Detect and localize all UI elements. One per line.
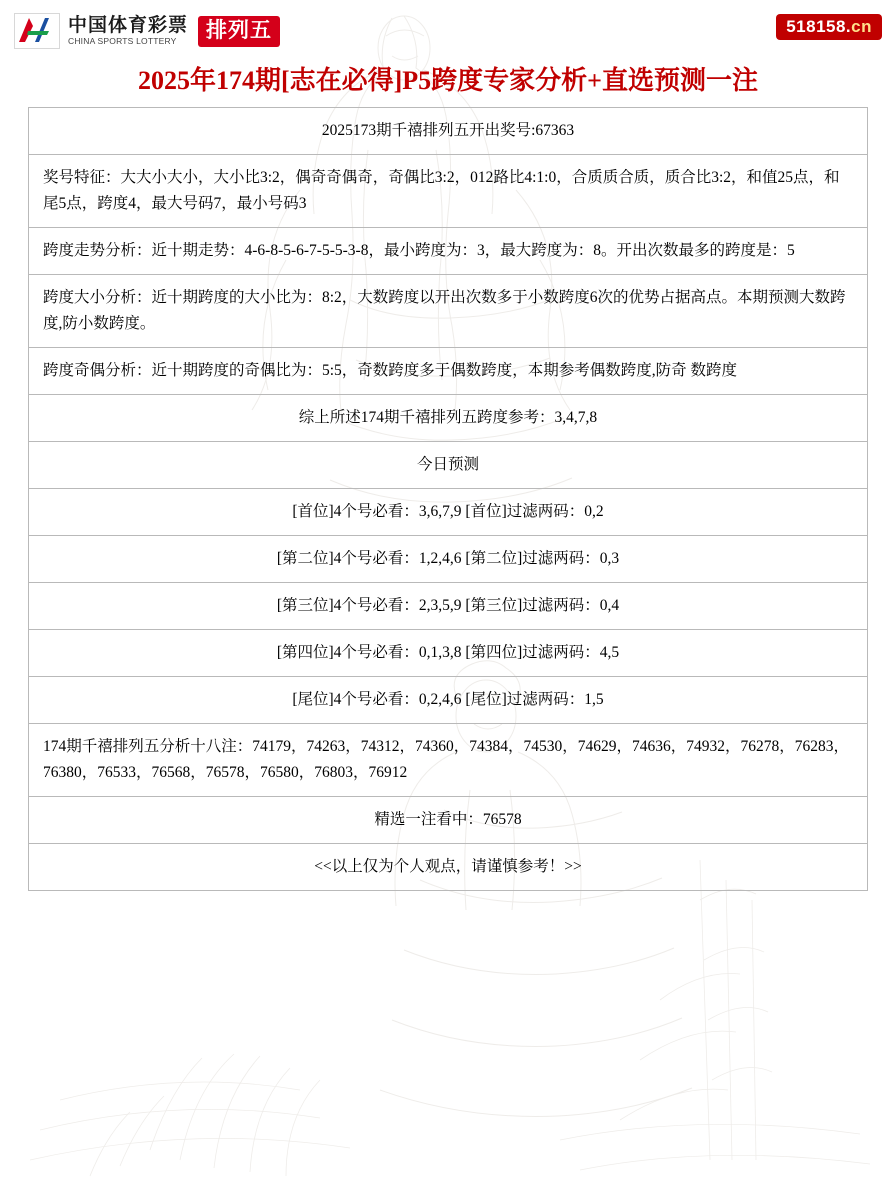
site-domain-tag[interactable] (776, 14, 882, 40)
table-row (29, 108, 868, 155)
table-row (29, 677, 868, 724)
table-row (29, 536, 868, 583)
table-row (29, 724, 868, 797)
table-row (29, 844, 868, 891)
draw-result: 2025173期千禧排列五开出奖号:67363 (29, 108, 868, 155)
table-row (29, 630, 868, 677)
brand-text (68, 16, 188, 47)
analysis-table (28, 107, 868, 891)
game-badge: 排列五 (198, 16, 280, 47)
forecast-position-5: [尾位]4个号必看：0,2,4,6 [尾位]过滤两码：1,5 (29, 677, 868, 724)
table-row (29, 155, 868, 228)
forecast-position-2: [第二位]4个号必看：1,2,4,6 [第二位]过滤两码：0,3 (29, 536, 868, 583)
table-row (29, 348, 868, 395)
span-parity-analysis: 跨度奇偶分析：近十期跨度的奇偶比为：5:5，奇数跨度多于偶数跨度，本期参考偶数跨度,防奇 数跨度 (29, 348, 868, 395)
site-domain-main: 518158. (786, 17, 852, 36)
brand-name-cn: 中国体育彩票 (68, 14, 189, 36)
table-row (29, 583, 868, 630)
today-forecast-heading: 今日预测 (29, 442, 868, 489)
table-row (29, 442, 868, 489)
table-row (29, 275, 868, 348)
brand-name-en: CHINA SPORTS LOTTERY (68, 35, 177, 46)
forecast-position-1: [首位]4个号必看：3,6,7,9 [首位]过滤两码：0,2 (29, 489, 868, 536)
eighteen-notes: 174期千禧排列五分析十八注：74179，74263，74312，74360，74384，74530，74629，74636，74932，76278，76283，76380，76533，76568，76578，76580，76803，76912 (29, 724, 868, 797)
table-row (29, 395, 868, 442)
disclaimer: <<以上仅为个人观点，请谨慎参考！>> (29, 844, 868, 891)
table-row (29, 797, 868, 844)
selected-single-note: 精选一注看中：76578 (29, 797, 868, 844)
page-title: 2025年174期[志在必得]P5跨度专家分析+直选预测一注 (137, 66, 758, 95)
forecast-position-3: [第三位]4个号必看：2,3,5,9 [第三位]过滤两码：0,4 (29, 583, 868, 630)
span-size-analysis: 跨度大小分析：近十期跨度的大小比为：8:2，大数跨度以开出次数多于小数跨度6次的优势占据高点。本期预测大数跨度,防小数跨度。 (29, 275, 868, 348)
span-trend-analysis: 跨度走势分析：近十期走势：4-6-8-5-6-7-5-5-3-8，最小跨度为：3，最大跨度为：8。开出次数最多的跨度是：5 (29, 228, 868, 275)
span-summary: 综上所述174期千禧排列五跨度参考：3,4,7,8 (29, 395, 868, 442)
brand-logo[interactable] (14, 13, 280, 49)
forecast-position-4: [第四位]4个号必看：0,1,3,8 [第四位]过滤两码：4,5 (29, 630, 868, 677)
site-header (0, 0, 896, 56)
table-row (29, 489, 868, 536)
table-row (29, 228, 868, 275)
sports-lottery-logo-icon (14, 13, 60, 49)
feature-analysis: 奖号特征：大大小大小，大小比3:2，偶奇奇偶奇，奇偶比3:2，012路比4:1:0，合质质合质，质合比3:2，和值25点，和尾5点，跨度4，最大号码7，最小号码3 (29, 155, 868, 228)
site-domain-suffix: cn (851, 17, 872, 36)
